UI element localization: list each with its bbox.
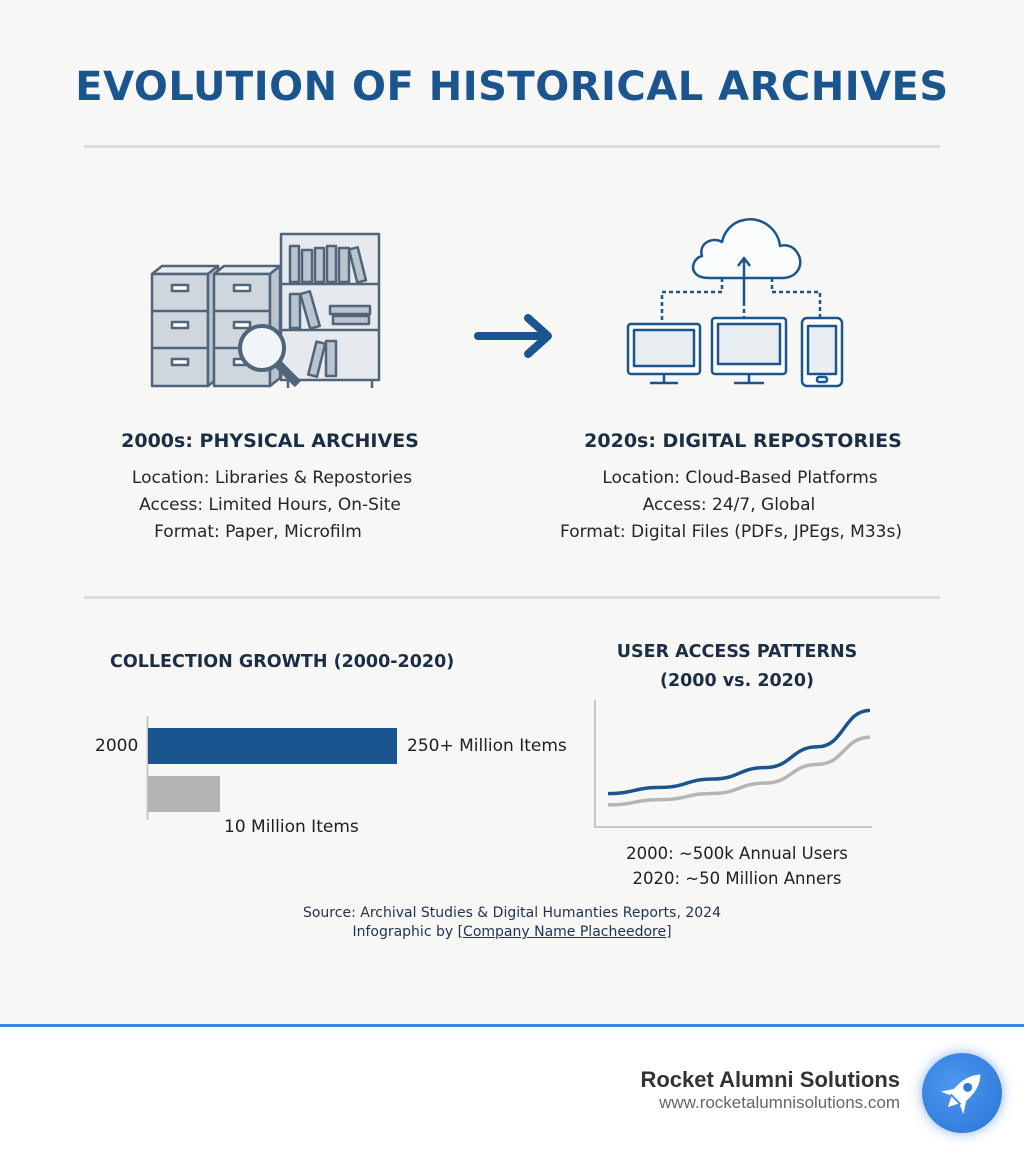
- access-chart-title-line1: USER ACCESS PATTERNS: [616, 642, 858, 662]
- collection-chart-title: COLLECTION GROWTH (2000-2020): [110, 652, 455, 672]
- top-divider: [84, 145, 940, 148]
- file-cabinet-bookshelf-icon: [148, 230, 388, 392]
- bar-10-million: [148, 776, 220, 812]
- brand-logo[interactable]: [922, 1053, 1002, 1133]
- company-name-link[interactable]: [Company Name Placheedore]: [457, 924, 672, 940]
- credit-line: [0, 924, 1024, 940]
- rocket-icon: [922, 1053, 1002, 1133]
- brand-name: Rocket Alumni Solutions: [640, 1067, 900, 1092]
- access-chart-title-line2: (2000 vs. 2020): [659, 671, 815, 691]
- access-line-chart: [588, 696, 878, 834]
- era-format-physical: Format: Paper, Microfilm: [154, 522, 362, 542]
- page-title: EVOLUTION OF HISTORICAL ARCHIVES: [75, 64, 949, 110]
- source-line: Source: Archival Studies & Digital Humanties Reports, 2024: [302, 905, 721, 921]
- bar-label-250-million: 250+ Million Items: [407, 736, 567, 756]
- credit-prefix: Infographic by: [352, 924, 458, 940]
- bar-label-10-million: 10 Million Items: [224, 817, 359, 837]
- era-access-digital: Access: 24/7, Global: [642, 495, 816, 515]
- arrow-right-icon: [472, 312, 556, 360]
- era-heading-digital: 2020s: DIGITAL REPOSTORIES: [584, 430, 902, 452]
- middle-divider: [84, 596, 940, 599]
- access-caption-2000: 2000: ~500k Annual Users: [626, 844, 848, 863]
- era-location-physical: Location: Libraries & Repostories: [131, 468, 413, 488]
- era-location-digital: Location: Cloud-Based Platforms: [602, 468, 878, 488]
- era-heading-physical: 2000s: PHYSICAL ARCHIVES: [121, 430, 419, 452]
- era-format-digital: Format: Digital Files (PDFs, JPEgs, M33s): [560, 522, 902, 542]
- bar-250-million: [148, 728, 397, 764]
- brand-url[interactable]: www.rocketalumnisolutions.com: [659, 1093, 900, 1112]
- series-line-2000: [608, 710, 870, 793]
- era-access-physical: Access: Limited Hours, On-Site: [139, 495, 401, 515]
- series-line-2020: [608, 737, 870, 805]
- collection-bar-chart: [140, 712, 410, 824]
- footer-bar: [0, 1024, 1024, 1157]
- cloud-devices-icon: [622, 206, 852, 394]
- collection-year-label: 2000: [95, 736, 139, 756]
- access-caption-2020: 2020: ~50 Million Anners: [632, 869, 842, 888]
